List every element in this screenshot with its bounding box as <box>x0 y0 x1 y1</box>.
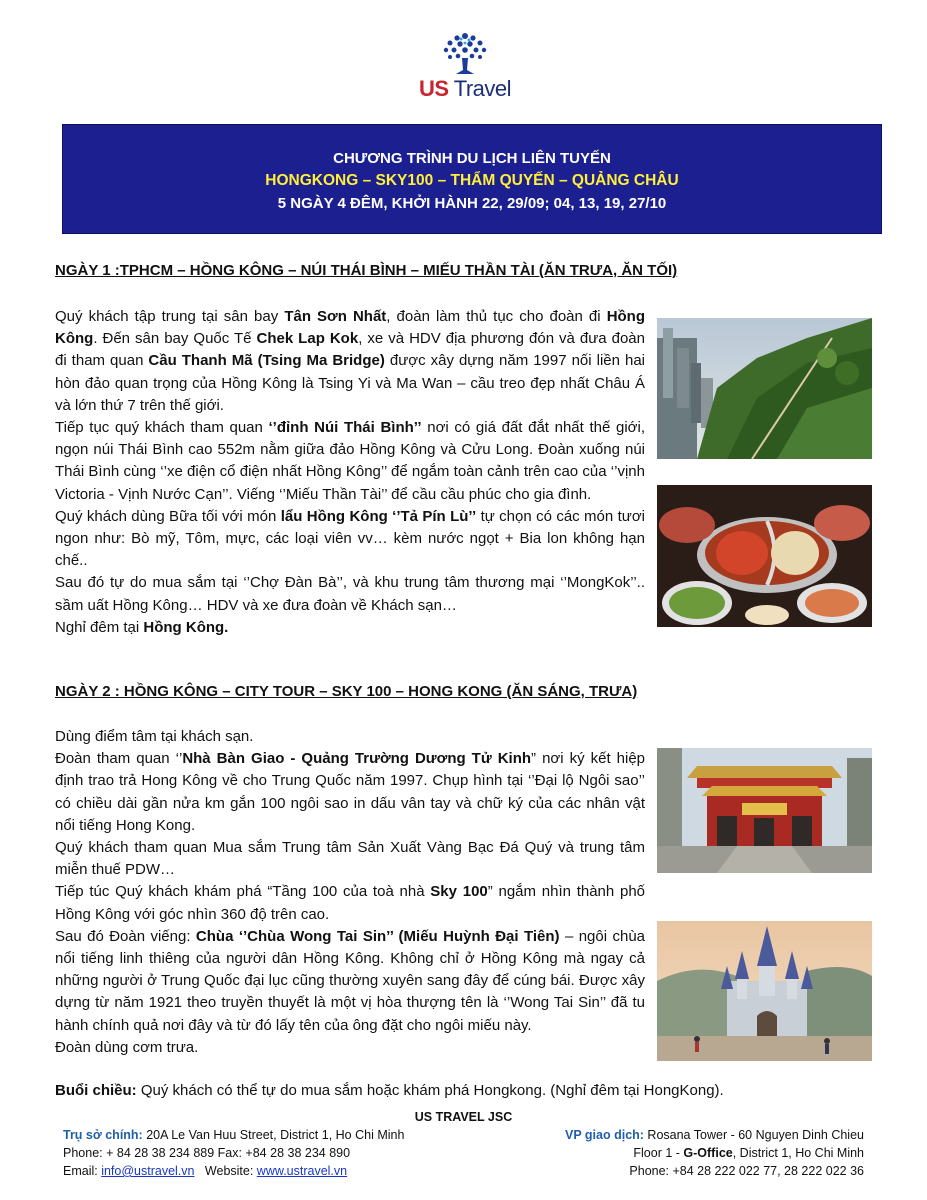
banner-line-1: CHƯƠNG TRÌNH DU LỊCH LIÊN TUYẾN <box>333 150 611 167</box>
trading-office-info: VP giao dịch: Rosana Tower - 60 Nguyen Dinh Chieu Floor 1 - G-Office, District 1, Ho Chi Minh Phone: +84 28 222 022 77, 28 222 022 36 <box>565 1128 864 1178</box>
day2-body <box>55 726 645 1059</box>
footer <box>0 1108 927 1178</box>
website-link[interactable]: www.ustravel.vn <box>256 1164 348 1178</box>
email-link[interactable]: info@ustravel.vn <box>101 1164 195 1178</box>
victoria-peak-photo <box>657 318 872 459</box>
day1-paragraph-1: Quý khách tập trung tại sân bay Tân Sơn Nhất, đoàn làm thủ tục cho đoàn đi Hồng Kông. Đến sân bay Quốc Tế Chek Lap Kok, xe và HDV địa phương đón và đưa đoàn đi tham quan Cầu Thanh Mã (Tsing Ma Bridge) được xây dựng năm 1997 nối liền hai hòn đảo quan trọng của Hồng Kông là Tsing Yi và Ma Wan – cầu treo đẹp nhất Châu Á và lớn thứ 7 trên thế giới. <box>55 308 646 414</box>
day2-paragraph-3: Quý khách tham quan Mua sắm Trung tâm Sản Xuất Vàng Bạc Đá Quý và trung tâm miễn thuế PDW… <box>55 839 645 879</box>
day2-paragraph-2: Đoàn tham quan ‘’Nhà Bàn Giao - Quảng Trường Dương Tử Kinh” nơi ký kết hiệp định trao trả Hong Kông về cho Trung Quốc năm 1997. Chụp hình tại ‘’Đại lộ Ngôi sao’’ có chiều dài gần nửa km gắn 100 ngôi sao in dấu vân tay và chữ ký của các nhân vật nổi tiếng Hong Kong. <box>55 750 646 834</box>
day1-paragraph-4: Sau đó tự do mua sắm tại ‘’Chợ Đàn Bà’’, và khu trung tâm thương mại ‘’MongKok’’.. sầm uất Hồng Kông… HDV và xe đưa đoàn về Khách sạn… <box>55 574 645 614</box>
day2-paragraph-6: Đoàn dùng cơm trưa. <box>55 1038 199 1056</box>
day1-heading: NGÀY 1 :TPHCM – HỒNG KÔNG – NÚI THÁI BÌNH – MIẾU THẦN TÀI (ĂN TRƯA, ĂN TỐI) <box>55 262 678 279</box>
company-name: US TRAVEL JSC <box>414 1110 513 1124</box>
day1-paragraph-5: Nghỉ đêm tại Hồng Kông. <box>55 618 229 636</box>
banner-line-2: HONGKONG – SKY100 – THẨM QUYẾN – QUẢNG CHÂU <box>265 172 679 189</box>
disneyland-castle-photo <box>657 921 872 1061</box>
logo-text: US Travel <box>418 76 512 101</box>
day1-paragraph-3: Quý khách dùng Bữa tối với món lẩu Hồng Kông ‘’Tả Pín Lù’’ tự chọn có các món tươi ngon như: Bò mỹ, Tôm, mực, các loại viên vv… kèm nước ngọt + Bia lon không hạn chế.. <box>55 507 645 570</box>
day2-paragraph-5: Sau đó Đoàn viếng: Chùa ‘’Chùa Wong Tai Sin’’ (Miếu Huỳnh Đại Tiên) – ngôi chùa nổi tiếng linh thiêng của người dân Hồng Kông. Không chỉ ở Hồng Kông mà ngay cả những người ở Trung Quốc đại lục cũng thường xuyên sang đây để cúng bái. Được xây dựng từ năm 1921 theo truyền thuyết là một vị hòa thượng tên là ‘’Wong Tai Sin’’ đã tu hành chính quả nơi đây và từ đó lấy tên của ông đặt cho ngôi miếu này. <box>55 927 646 1034</box>
day2-heading: NGÀY 2 : HỒNG KÔNG – CITY TOUR – SKY 100 – HONG KONG (ĂN SÁNG, TRƯA) <box>55 683 638 700</box>
title-banner <box>62 124 882 234</box>
day2-paragraph-1: Dùng điểm tâm tại khách sạn. <box>55 728 254 745</box>
us-travel-logo <box>410 30 520 100</box>
banner-line-3: 5 NGÀY 4 ĐÊM, KHỞI HÀNH 22, 29/09; 04, 13, 19, 27/10 <box>277 195 667 212</box>
day1-paragraph-2: Tiếp tục quý khách tham quan ‘’đỉnh Núi Thái Bình’’ nơi có giá đất đắt nhất thế giới, ngọn núi Thái Bình cao 552m nằm giữa đảo Hồng Kông và Cửu Long. Đoàn xuống núi Thái Bình cùng ‘’xe điện cổ điện nhất Hồng Kông’’ để ngắm toàn cảnh trên cao của ‘’vịnh Victoria - Vịnh Nước Cạn’’. Viếng ‘’Miếu Thần Tài’’ để cầu cầu phúc cho gia đình. <box>55 419 645 503</box>
wong-tai-sin-temple-photo <box>657 748 872 873</box>
day1-body <box>55 306 645 639</box>
tree-logo-icon <box>440 30 490 74</box>
day2-afternoon: Buổi chiều: Quý khách có thể tự do mua sắm hoặc khám phá Hongkong. (Nghỉ đêm tại HongKong). <box>55 1082 724 1099</box>
day2-paragraph-4: Tiếp túc Quý khách khám phá “Tầng 100 của toà nhà Sky 100” ngắm nhìn thành phố Hồng Kông với góc nhìn 360 độ trên cao. <box>55 883 645 923</box>
hotpot-photo <box>657 485 872 627</box>
head-office-info: Trụ sở chính: 20A Le Van Huu Street, District 1, Ho Chi Minh Phone: + 84 28 38 234 889 Fax: +84 28 38 234 890 Email: info@ustravel.vn Website: www.ustravel.vn <box>63 1128 405 1178</box>
